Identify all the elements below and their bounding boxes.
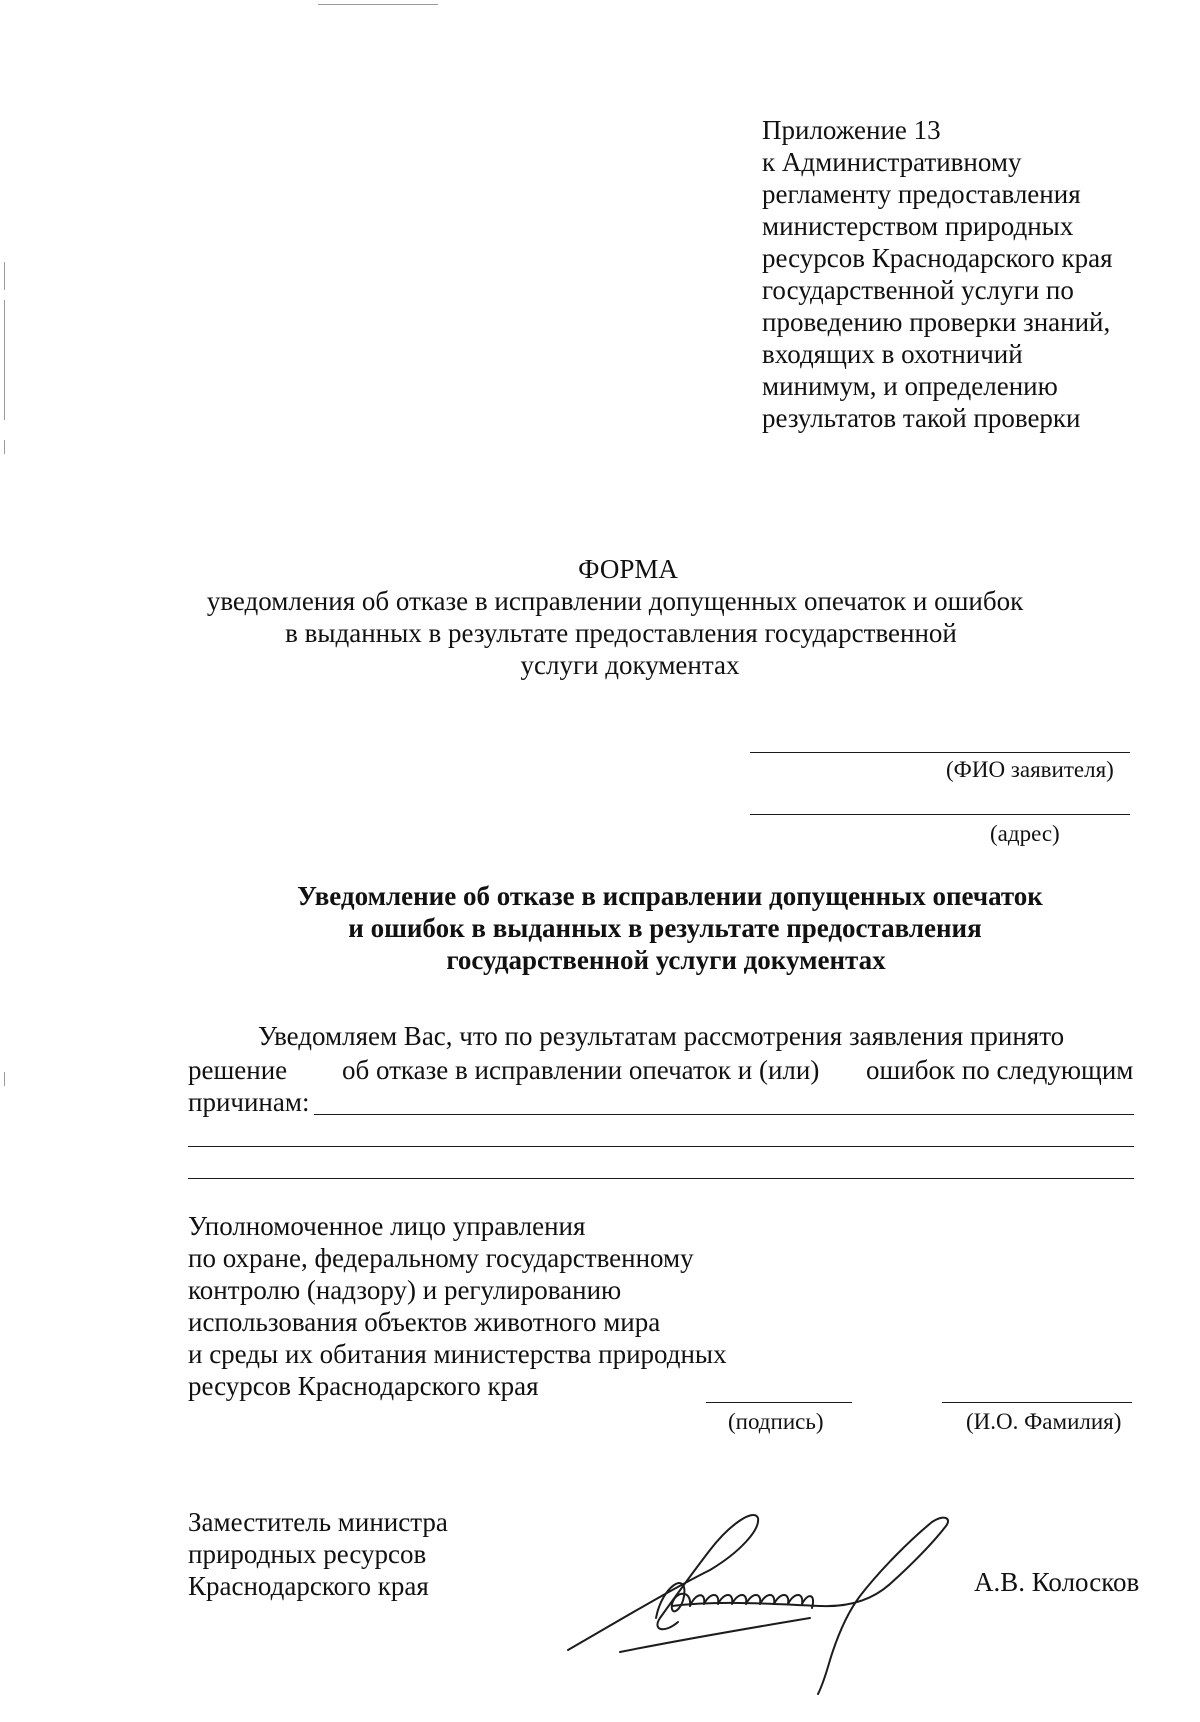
appendix-line: минимум, и определению: [762, 371, 1058, 401]
appendix-line: Приложение 13: [762, 115, 941, 145]
notice-title: [240, 880, 1100, 976]
authorized-person-line: использования объектов животного мира: [188, 1307, 661, 1337]
authorized-person-block: [188, 1210, 727, 1402]
appendix-line: проведению проверки знаний,: [762, 307, 1111, 337]
form-heading: ФОРМА: [578, 554, 678, 584]
body-phrase-refusal: об отказе в исправлении опечаток и (или): [342, 1055, 820, 1085]
authorized-person-line: и среды их обитания министерства природных: [188, 1339, 727, 1369]
signatory-position-line: Заместитель министра: [188, 1507, 448, 1537]
scan-artifact-left-4: [4, 1072, 5, 1086]
appendix-line: к Административному: [762, 147, 1022, 177]
notice-title-line: Уведомление об отказе в исправлении допущенных опечаток: [297, 881, 1043, 911]
applicant-address-caption: (адрес): [990, 821, 1060, 846]
body-line-2: [188, 1054, 1150, 1086]
signatory-position-line: Краснодарского края: [188, 1571, 429, 1601]
scan-artifact-top: [318, 4, 438, 5]
form-title-line: услуги документах: [520, 650, 740, 680]
full-name-caption: (И.О. Фамилия): [966, 1409, 1122, 1434]
appendix-line: государственной услуги по: [762, 275, 1074, 305]
notice-title-line: и ошибок в выданных в результате предоставления: [348, 913, 982, 943]
scan-artifact-left-1: [4, 262, 5, 290]
appendix-line: ресурсов Краснодарского края: [762, 243, 1113, 273]
reasons-line-1[interactable]: [314, 1114, 1134, 1115]
form-title: [200, 553, 1030, 681]
applicant-name-line[interactable]: [750, 752, 1130, 753]
authorized-person-line: по охране, федеральному государственному: [188, 1243, 694, 1273]
applicant-address-line[interactable]: [750, 814, 1130, 815]
form-title-line: уведомления об отказе в исправлении допущенных опечаток и ошибок: [206, 586, 1024, 616]
signatory-position: [188, 1506, 448, 1602]
signature-line[interactable]: [706, 1402, 852, 1403]
appendix-line: регламенту предоставления: [762, 179, 1081, 209]
signatory-name: А.В. Колосков: [974, 1567, 1140, 1597]
authorized-person-line: ресурсов Краснодарского края: [188, 1371, 539, 1401]
notice-title-line: государственной услуги документах: [446, 945, 886, 975]
authorized-person-line: Уполномоченное лицо управления: [188, 1211, 586, 1241]
authorized-person-line: контролю (надзору) и регулированию: [188, 1275, 622, 1305]
scan-artifact-left-3: [4, 440, 5, 454]
appendix-line: результатов такой проверки: [762, 403, 1081, 433]
reasons-line-2[interactable]: [188, 1146, 1134, 1147]
applicant-name-caption: (ФИО заявителя): [946, 757, 1114, 782]
appendix-block: [762, 114, 1113, 434]
body-line-1: Уведомляем Вас, что по результатам рассмотрения заявления принято: [258, 1021, 1065, 1051]
full-name-line[interactable]: [942, 1402, 1132, 1403]
appendix-line: входящих в охотничий: [762, 339, 1023, 369]
body-phrase-errors: ошибок по следующим: [866, 1055, 1134, 1085]
scan-artifact-left-2: [4, 300, 5, 420]
handwritten-signature: [560, 1500, 980, 1700]
reasons-line-3[interactable]: [188, 1178, 1134, 1179]
appendix-line: министерством природных: [762, 211, 1074, 241]
form-title-line: в выданных в результате предоставления государственной: [285, 618, 957, 648]
reasons-label: причинам:: [188, 1087, 310, 1117]
body-word-decision: решение: [188, 1055, 288, 1085]
signature-caption: (подпись): [728, 1409, 824, 1434]
signatory-position-line: природных ресурсов: [188, 1539, 427, 1569]
